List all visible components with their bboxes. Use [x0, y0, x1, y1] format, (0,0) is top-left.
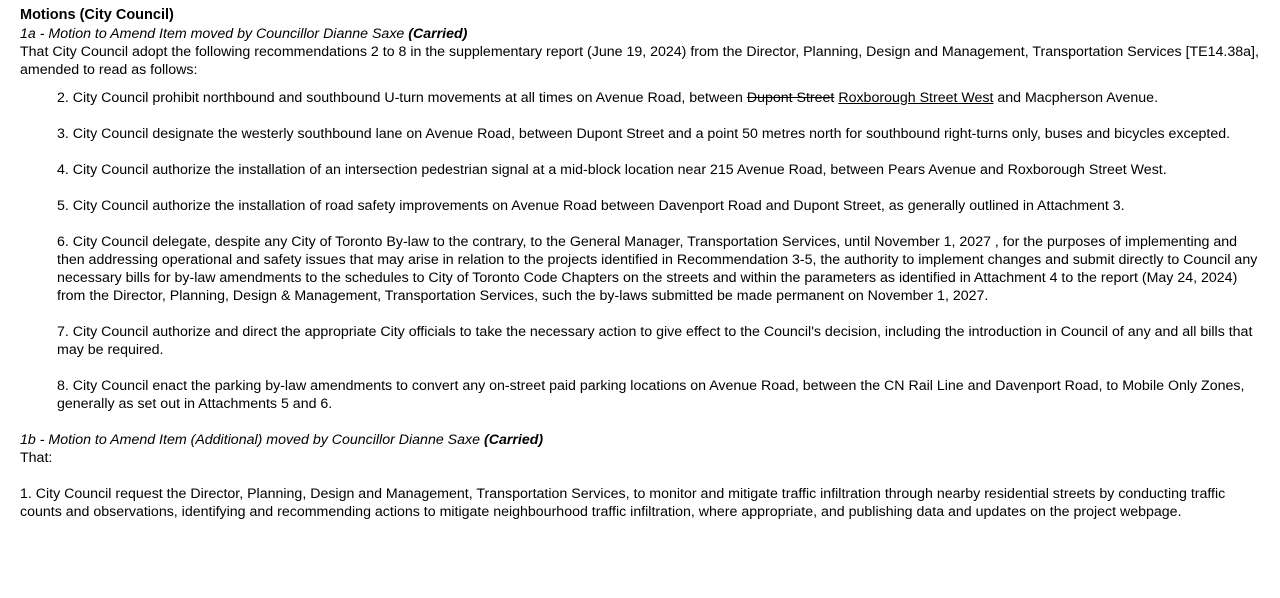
- motion-1b-intro: That:: [20, 450, 53, 466]
- motion-1a-title: [20, 25, 1268, 43]
- motion-1a-status: (Carried): [408, 26, 468, 42]
- recommendation-4: 4. City Council authorize the installation of an intersection pedestrian signal at a mid-block location near 215 Avenue Road, between Pears Avenue and Roxborough Street West.: [57, 162, 1167, 178]
- motion-1b-status: (Carried): [483, 432, 544, 448]
- motion-1b-title-text: 1b - Motion to Amend Item (Additional) moved by Councillor Dianne Saxe: [20, 432, 481, 448]
- recommendation-8: 8. City Council enact the parking by-law amendments to convert any on-street paid parking locations on Avenue Road, between the CN Rail Line and Davenport Road, to Mobile Only Zones, generally as set out in Attachments 5 and 6.: [57, 378, 1245, 412]
- motion-1a: [20, 25, 1268, 413]
- recommendation-3: 3. City Council designate the westerly southbound lane on Avenue Road, between Dupont Street and a point 50 metres north for southbound right-turns only, buses and bicycles excepted.: [57, 126, 1231, 142]
- recommendation-7: 7. City Council authorize and direct the appropriate City officials to take the necessary action to give effect to the Council's decision, including the introduction in Council of any and all bills that may be required.: [57, 324, 1253, 358]
- motion-1b-recommendation-1: 1. City Council request the Director, Planning, Design and Management, Transportation Services, to monitor and mitigate traffic infiltration through nearby residential streets by conducting traffic counts and observations, identifying and recommending actions to mitigate neighbourhood traffic infiltration, where appropriate, and publishing data and updates on the project webpage.: [20, 486, 1226, 520]
- motion-1a-title-text: 1a - Motion to Amend Item moved by Councillor Dianne Saxe: [20, 26, 405, 42]
- motion-1b: [20, 431, 1268, 521]
- section-heading: Motions (City Council): [20, 7, 174, 23]
- motion-1b-title: [20, 431, 1268, 449]
- recommendation-2: [57, 89, 1268, 107]
- recommendation-6: 6. City Council delegate, despite any City of Toronto By-law to the contrary, to the General Manager, Transportation Services, until November 1, 2027 , for the purposes of implementing and then addressing operational and safety issues that may arise in relation to the projects identified in Recommendation 3-5, the authority to implement changes and submit directly to Council any necessary bills for by-law amendments to the schedules to City of Toronto Code Chapters on the streets and within the parameters as identified in Attachment 4 to the report (May 24, 2024) from the Director, Planning, Design & Management, Transportation Services, such the by-laws submitted be made permanent on November 1, 2027.: [57, 234, 1258, 304]
- recommendation-2-after: and Macpherson Avenue.: [993, 90, 1159, 106]
- motion-1a-intro: That City Council adopt the following recommendations 2 to 8 in the supplementary report (June 19, 2024) from the Director, Planning, Design and Management, Transportation Services [TE14.38a], amended to read as follows:: [20, 44, 1259, 78]
- recommendation-5: 5. City Council authorize the installation of road safety improvements on Avenue Road between Davenport Road and Dupont Street, as generally outlined in Attachment 3.: [57, 198, 1125, 214]
- motion-1a-recommendations: [57, 89, 1268, 413]
- recommendation-2-before: 2. City Council prohibit northbound and southbound U-turn movements at all times on Avenue Road, between: [57, 90, 747, 106]
- recommendation-2-inserted-text: Roxborough Street West: [838, 90, 994, 106]
- recommendation-2-deleted-text: Dupont Street: [746, 90, 835, 106]
